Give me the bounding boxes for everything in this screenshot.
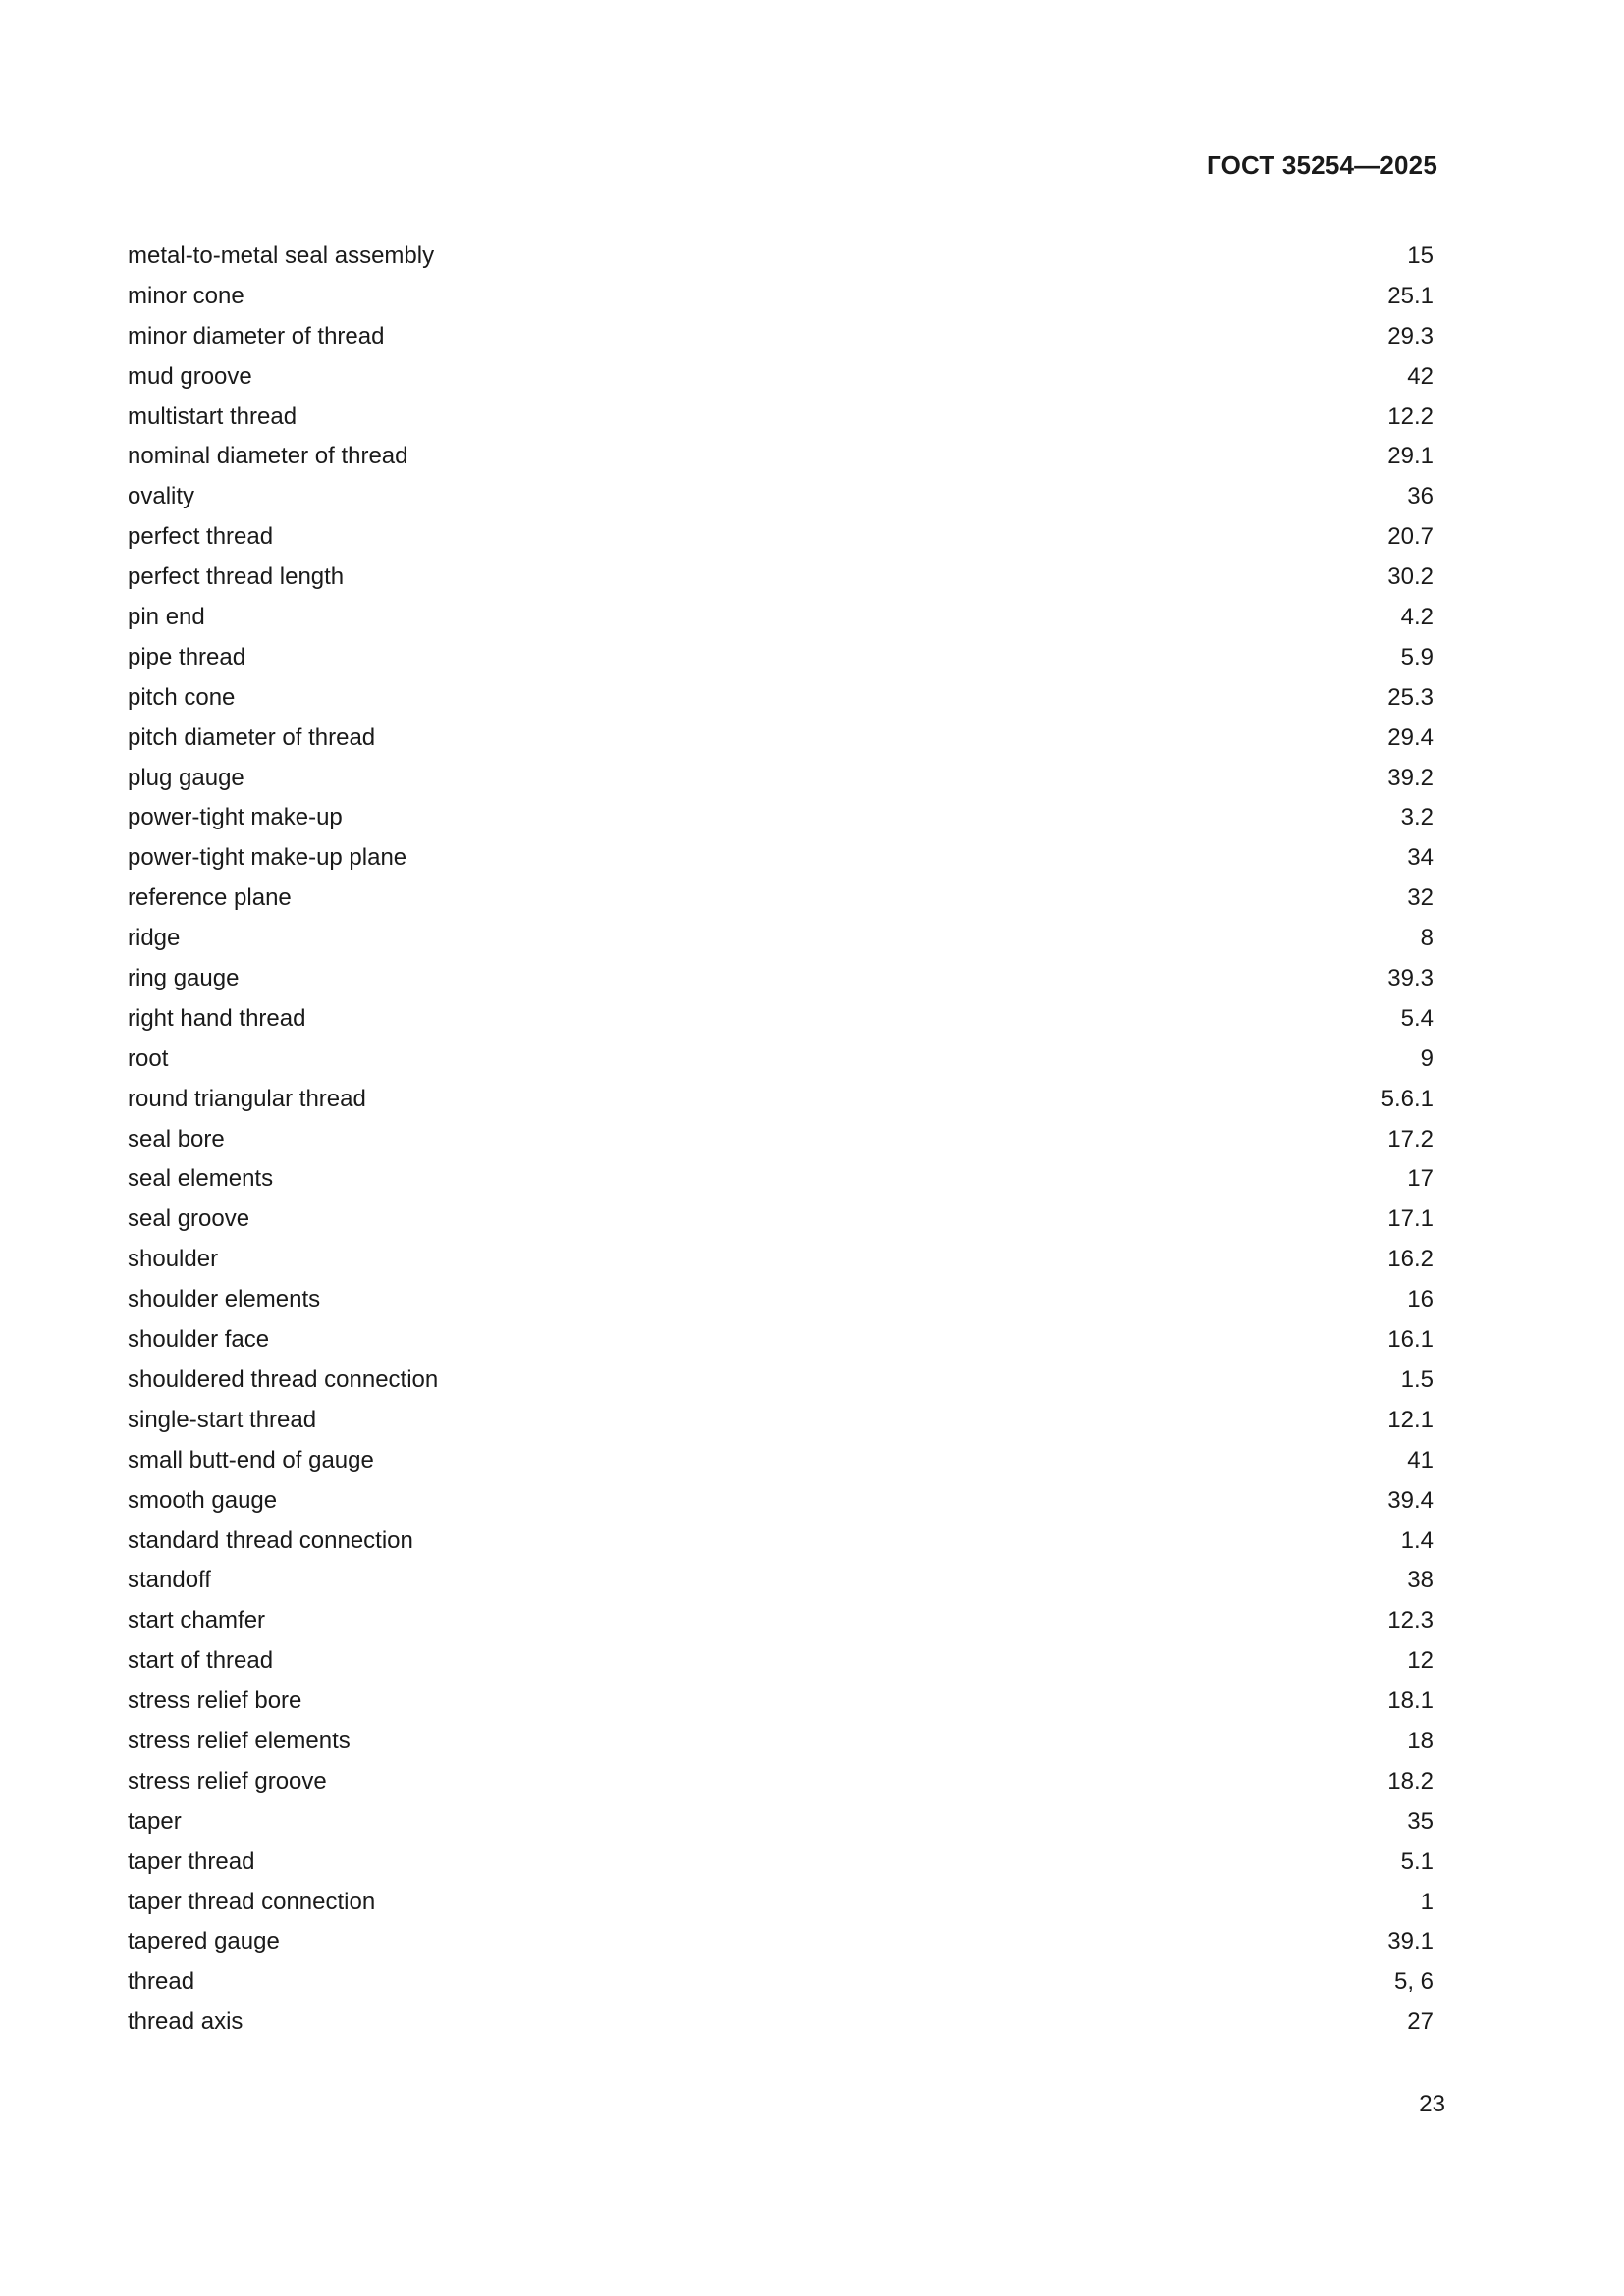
index-entry: [128, 1641, 1434, 1682]
index-reference-number: 12.2: [1387, 402, 1434, 430]
index-reference-number: 39.4: [1387, 1486, 1434, 1514]
index-reference-number: 1: [1420, 1888, 1434, 1915]
index-reference-number: 34: [1407, 844, 1434, 872]
index-entry: [128, 838, 1434, 879]
index-entry: [128, 517, 1434, 558]
index-reference-number: 36: [1407, 483, 1434, 510]
index-term: small butt-end of gauge: [128, 1446, 374, 1473]
index-term: stress relief groove: [128, 1767, 327, 1794]
index-reference-number: 16.2: [1387, 1246, 1434, 1273]
index-entry: [128, 1522, 1434, 1562]
index-term: perfect thread: [128, 523, 274, 551]
index-entry: [128, 1762, 1434, 1802]
index-term: power-tight make-up: [128, 804, 343, 831]
index-entry: [128, 1441, 1434, 1481]
index-reference-number: 38: [1407, 1567, 1434, 1594]
index-entry: [128, 1481, 1434, 1522]
index-term: plug gauge: [128, 764, 244, 791]
index-term: shoulder face: [128, 1326, 270, 1354]
index-term: minor diameter of thread: [128, 322, 385, 349]
index-reference-number: 8: [1420, 925, 1434, 952]
index-reference-number: 29.3: [1387, 322, 1434, 349]
index-term: root: [128, 1044, 169, 1072]
index-reference-number: 17.2: [1387, 1125, 1434, 1152]
index-entry: [128, 1159, 1434, 1200]
index-entry: [128, 719, 1434, 759]
index-entry: [128, 237, 1434, 277]
index-entry: [128, 477, 1434, 517]
index-reference-number: 15: [1407, 242, 1434, 269]
index-reference-number: 16: [1407, 1286, 1434, 1313]
index-term: right hand thread: [128, 1004, 306, 1032]
index-entry: [128, 1883, 1434, 1923]
index-reference-number: 4.2: [1400, 604, 1434, 631]
index-entry: [128, 1561, 1434, 1601]
alphabetical-index-list: [128, 237, 1434, 2043]
index-entry: [128, 1361, 1434, 1401]
index-entry: [128, 1962, 1434, 2002]
page-number: 23: [1419, 2091, 1445, 2117]
index-reference-number: 39.1: [1387, 1928, 1434, 1955]
index-term: taper thread: [128, 1847, 255, 1875]
index-reference-number: 5, 6: [1393, 1968, 1434, 1996]
index-term: shouldered thread connection: [128, 1365, 439, 1393]
index-entry: [128, 959, 1434, 999]
index-reference-number: 12: [1407, 1647, 1434, 1675]
index-entry: [128, 1280, 1434, 1320]
index-reference-number: 1.5: [1400, 1365, 1434, 1393]
index-term: start of thread: [128, 1647, 274, 1675]
index-reference-number: 12.1: [1387, 1406, 1434, 1433]
index-reference-number: 20.7: [1387, 523, 1434, 551]
index-reference-number: 17: [1407, 1165, 1434, 1193]
index-term: standard thread connection: [128, 1526, 413, 1554]
index-term: taper: [128, 1807, 182, 1835]
index-reference-number: 25.3: [1387, 683, 1434, 711]
index-term: taper thread connection: [128, 1888, 376, 1915]
index-term: pipe thread: [128, 643, 246, 670]
index-entry: [128, 317, 1434, 357]
index-reference-number: 17.1: [1387, 1205, 1434, 1233]
index-term: single-start thread: [128, 1406, 317, 1433]
index-term: shoulder elements: [128, 1286, 321, 1313]
index-entry: [128, 1802, 1434, 1842]
index-entry: [128, 598, 1434, 638]
index-term: pin end: [128, 604, 205, 631]
index-entry: [128, 1120, 1434, 1160]
index-term: tapered gauge: [128, 1928, 280, 1955]
index-entry: [128, 1401, 1434, 1441]
index-term: stress relief elements: [128, 1727, 351, 1754]
index-reference-number: 42: [1407, 362, 1434, 390]
index-term: pitch cone: [128, 683, 236, 711]
index-entry: [128, 798, 1434, 838]
index-reference-number: 35: [1407, 1807, 1434, 1835]
index-reference-number: 29.1: [1387, 443, 1434, 470]
index-entry: [128, 1320, 1434, 1361]
index-reference-number: 5.9: [1400, 643, 1434, 670]
index-term: seal bore: [128, 1125, 225, 1152]
index-term: start chamfer: [128, 1607, 266, 1634]
index-term: thread axis: [128, 2008, 244, 2036]
index-term: round triangular thread: [128, 1085, 366, 1112]
index-entry: [128, 919, 1434, 959]
index-reference-number: 32: [1407, 884, 1434, 912]
index-term: pitch diameter of thread: [128, 723, 376, 751]
index-entry: [128, 1040, 1434, 1080]
index-reference-number: 5.6.1: [1380, 1085, 1434, 1112]
index-term: minor cone: [128, 282, 244, 309]
index-reference-number: 27: [1407, 2008, 1434, 2036]
index-term: stress relief bore: [128, 1687, 302, 1715]
index-term: shoulder: [128, 1246, 219, 1273]
index-entry: [128, 357, 1434, 398]
index-reference-number: 18.2: [1387, 1767, 1434, 1794]
index-entry: [128, 1080, 1434, 1120]
index-term: seal groove: [128, 1205, 250, 1233]
index-term: ridge: [128, 925, 181, 952]
index-entry: [128, 1682, 1434, 1722]
index-term: reference plane: [128, 884, 292, 912]
index-reference-number: 9: [1420, 1044, 1434, 1072]
index-entry: [128, 999, 1434, 1040]
index-reference-number: 18.1: [1387, 1687, 1434, 1715]
index-reference-number: 18: [1407, 1727, 1434, 1754]
index-entry: [128, 2002, 1434, 2043]
index-term: power-tight make-up plane: [128, 844, 407, 872]
index-entry: [128, 638, 1434, 678]
index-entry: [128, 1240, 1434, 1280]
index-entry: [128, 1722, 1434, 1762]
index-entry: [128, 277, 1434, 317]
index-reference-number: 29.4: [1387, 723, 1434, 751]
index-reference-number: 25.1: [1387, 282, 1434, 309]
index-entry: [128, 1922, 1434, 1962]
index-entry: [128, 1842, 1434, 1883]
index-reference-number: 39.2: [1387, 764, 1434, 791]
index-term: mud groove: [128, 362, 252, 390]
index-term: thread: [128, 1968, 195, 1996]
index-term: metal-to-metal seal assembly: [128, 242, 435, 269]
index-term: ovality: [128, 483, 195, 510]
index-entry: [128, 678, 1434, 719]
index-entry: [128, 1200, 1434, 1240]
index-term: seal elements: [128, 1165, 274, 1193]
index-reference-number: 3.2: [1400, 804, 1434, 831]
index-entry: [128, 1601, 1434, 1641]
index-reference-number: 41: [1407, 1446, 1434, 1473]
index-reference-number: 5.4: [1400, 1004, 1434, 1032]
index-term: ring gauge: [128, 965, 240, 992]
index-reference-number: 12.3: [1387, 1607, 1434, 1634]
index-reference-number: 16.1: [1387, 1326, 1434, 1354]
index-entry: [128, 398, 1434, 438]
index-term: perfect thread length: [128, 563, 345, 591]
index-reference-number: 30.2: [1387, 563, 1434, 591]
index-entry: [128, 879, 1434, 919]
index-entry: [128, 759, 1434, 799]
index-reference-number: 1.4: [1400, 1526, 1434, 1554]
index-reference-number: 5.1: [1400, 1847, 1434, 1875]
document-header-standard-id: ГОСТ 35254—2025: [1207, 150, 1437, 180]
index-reference-number: 39.3: [1387, 965, 1434, 992]
index-term: standoff: [128, 1567, 211, 1594]
index-entry: [128, 437, 1434, 477]
index-entry: [128, 558, 1434, 598]
index-term: multistart thread: [128, 402, 298, 430]
index-term: nominal diameter of thread: [128, 443, 408, 470]
index-term: smooth gauge: [128, 1486, 278, 1514]
